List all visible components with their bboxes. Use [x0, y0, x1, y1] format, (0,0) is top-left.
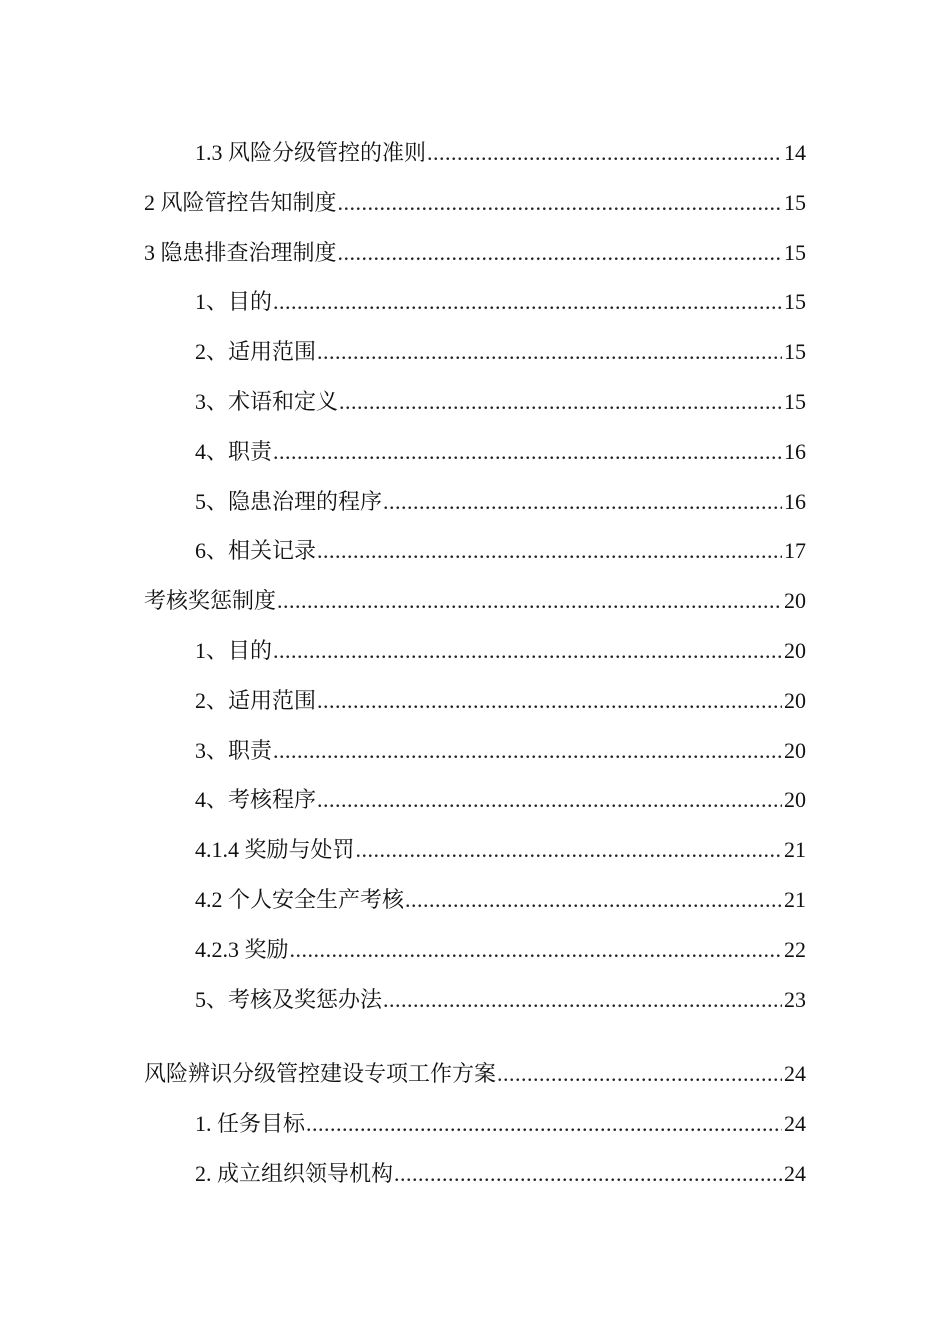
toc-entry-page: 20: [784, 687, 806, 713]
toc-entry-page: 24: [784, 1061, 806, 1087]
toc-dot-leader: [273, 726, 782, 776]
toc-entry-title: 2. 成立组织领导机构: [195, 1160, 394, 1186]
toc-entry-title: 4、考核程序: [195, 787, 317, 813]
toc-dot-leader: [427, 128, 782, 178]
toc-entry-title: 6、相关记录: [195, 538, 317, 564]
toc-entry[interactable]: [144, 726, 806, 776]
toc-entry-page: 15: [784, 339, 806, 365]
toc-entry-page: 16: [784, 438, 806, 464]
toc-entry-page: 14: [784, 140, 806, 165]
toc-dot-leader: [383, 975, 782, 1025]
toc-dot-leader: [383, 477, 782, 527]
toc-entry-page: 15: [784, 388, 806, 414]
toc-entry-page: 17: [784, 538, 806, 564]
toc-dot-leader: [273, 427, 782, 477]
toc-entry-page: 20: [784, 737, 806, 763]
toc-entry[interactable]: [144, 1049, 806, 1099]
toc-entry[interactable]: [144, 1149, 806, 1199]
toc-entry[interactable]: [144, 576, 806, 626]
toc-dot-leader: [277, 576, 782, 626]
toc-entry-title: 4.2.3 奖励: [195, 936, 289, 962]
toc-entry-page: 24: [784, 1111, 806, 1137]
toc-entry-page: 21: [784, 886, 806, 912]
toc-entry-title: 5、隐患治理的程序: [195, 488, 383, 514]
toc-dot-leader: [338, 228, 782, 278]
toc-entry[interactable]: [144, 377, 806, 427]
toc-dot-leader: [317, 775, 782, 825]
toc-entry[interactable]: [144, 825, 806, 875]
toc-entry-title: 风险辨识分级管控建设专项工作方案: [144, 1061, 497, 1087]
toc-entry[interactable]: [144, 427, 806, 477]
toc-entry-title: 1、目的: [195, 637, 273, 663]
toc-entry-page: 23: [784, 986, 806, 1012]
toc-entry[interactable]: [144, 526, 806, 576]
toc-dot-leader: [273, 626, 782, 676]
toc-entry[interactable]: [144, 925, 806, 975]
toc-dot-leader: [405, 875, 782, 925]
toc-entry-page: 16: [784, 488, 806, 514]
toc-dot-leader: [317, 676, 782, 726]
toc-entry-title: 1、目的: [195, 289, 273, 315]
toc-entry-title: 1. 任务目标: [195, 1111, 306, 1137]
toc-dot-leader: [317, 327, 782, 377]
toc-entry-page: 20: [784, 637, 806, 663]
toc-entry-title: 考核奖惩制度: [144, 588, 277, 614]
toc-entry[interactable]: [144, 128, 806, 178]
toc-dot-leader: [356, 825, 782, 875]
toc-dot-leader: [497, 1049, 782, 1099]
toc-dot-leader: [394, 1149, 782, 1199]
toc-entry-title: 4.2 个人安全生产考核: [195, 886, 405, 912]
toc-entry-page: 20: [784, 787, 806, 813]
toc-dot-leader: [339, 377, 782, 427]
toc-entry-title: 2、适用范围: [195, 687, 317, 713]
toc-entry-title: 3 隐患排查治理制度: [144, 239, 337, 265]
toc-entry-title: 2 风险管控告知制度: [144, 189, 337, 215]
toc-entry-page: 15: [784, 189, 806, 215]
toc-entry-title: 3、职责: [195, 737, 273, 763]
toc-entry-page: 15: [784, 289, 806, 315]
toc-dot-leader: [273, 277, 782, 327]
toc-entry[interactable]: [144, 875, 806, 925]
toc-entry-title: 3、术语和定义: [195, 388, 339, 414]
toc-entry-title: 4.1.4 奖励与处罚: [195, 837, 355, 863]
toc-entry-page: 22: [784, 936, 806, 962]
toc-entry[interactable]: [144, 327, 806, 377]
toc-dot-leader: [317, 526, 782, 576]
toc-entry-title: 2、适用范围: [195, 339, 317, 365]
toc-dot-leader: [306, 1099, 782, 1149]
toc-entry-page: 15: [784, 239, 806, 265]
toc-entry[interactable]: [144, 676, 806, 726]
toc-entry[interactable]: [144, 228, 806, 278]
toc-entry-page: 24: [784, 1160, 806, 1186]
toc-entry-title: 5、考核及奖惩办法: [195, 986, 383, 1012]
toc-entry[interactable]: [144, 277, 806, 327]
toc-entry[interactable]: [144, 477, 806, 527]
toc-entry[interactable]: [144, 775, 806, 825]
toc-entry[interactable]: [144, 178, 806, 228]
toc-entry[interactable]: [144, 626, 806, 676]
toc-entry-title: 4、职责: [195, 438, 273, 464]
toc-entry[interactable]: [144, 1099, 806, 1149]
toc-dot-leader: [338, 178, 782, 228]
toc-entry-title: 1.3 风险分级管控的准则: [195, 140, 427, 165]
toc-entry-page: 21: [784, 837, 806, 863]
toc-dot-leader: [290, 925, 782, 975]
toc-entry-page: 20: [784, 588, 806, 614]
table-of-contents: [144, 128, 806, 1199]
toc-entry[interactable]: [144, 975, 806, 1025]
